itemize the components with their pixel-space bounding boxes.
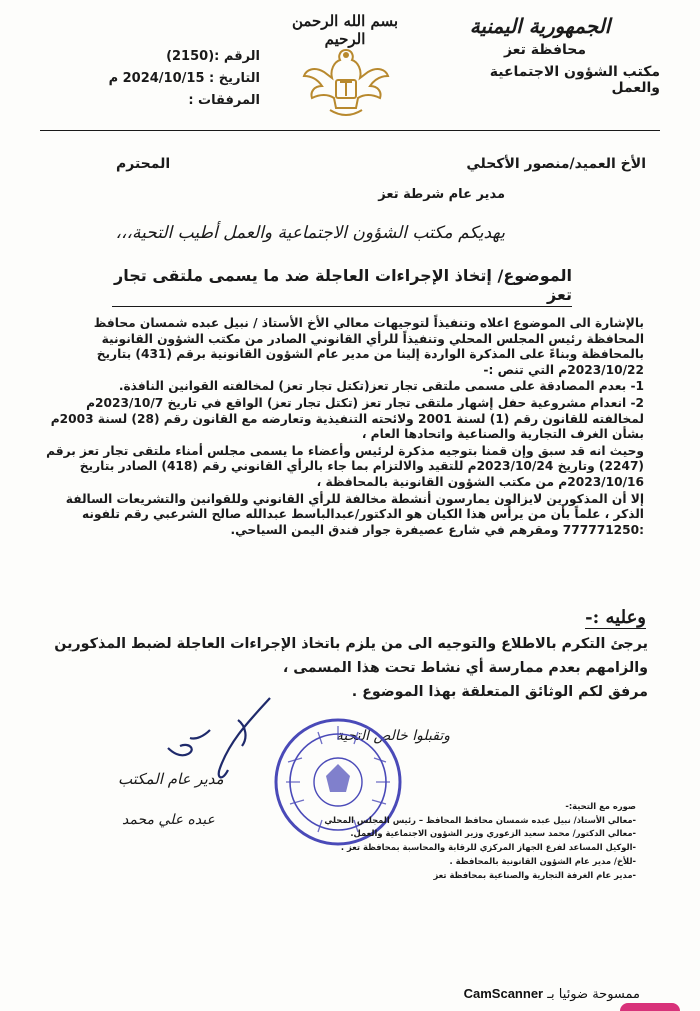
state-name: الجمهورية اليمنية xyxy=(469,14,611,38)
camscanner-brand: CamScanner xyxy=(463,986,544,1001)
body-paragraph: إلا أن المذكورين لايزالون يمارسون أنشطة مخالفة للرأي القانوني وللقوانين والتشريعات السالفة الذكر ، علماً بأن من يرأس هذا الكيان هو الدكتور/عبدالباسط عبدالله صالح الشرعبي رقم تلفونه :777771250 ومقرهم في شارع عصيفرة جوار فندق اليمن السياحي. xyxy=(65,491,644,537)
reference-attachments: المرفقات : xyxy=(188,93,260,108)
governorate-name: محافظة تعز xyxy=(503,42,587,58)
letterhead-right xyxy=(440,14,660,96)
reference-number: الرقم :(2150) xyxy=(166,49,260,64)
copies-heading: صوره مع التحية:- xyxy=(565,801,636,811)
copies-item: -معالي الدكتور/ محمد سعيد الزعوري وزير الشؤون الاجتماعية والعمل. xyxy=(350,828,636,839)
copies-list xyxy=(324,800,636,882)
scan-watermark xyxy=(464,986,640,1002)
body-paragraph: بالإشارة الى الموضوع اعلاه وتنفيذاً لتوجيهات معالي الأخ الأستاذ / نبيل عبده شمسان محافظ المحافظة رئيس المجلس المحلي وتنفيذاً للرأي القانوني الصادر من مكتب الشؤون القانونية بالمحافظة وبناءً على المذكرة الواردة إلينا من مدير عام الشؤون القانونية برقم (431) بتاريخ 2023/10/22م التي تنص :- xyxy=(93,316,644,377)
scan-label: ممسوحة ضوئيا بـ xyxy=(547,987,640,1002)
letter-body xyxy=(44,316,644,539)
signer-name: عبده علي محمد xyxy=(122,812,215,828)
copies-item: -معالي الأستاذ/ نبيل عبده شمسان محافظ المحافظ – رئيس المجلس المحلي xyxy=(324,814,636,825)
subject-line: الموضوع/ إتخاذ الإجراءات العاجلة ضد ما يسمى ملتقى تجار تعز xyxy=(112,266,572,307)
office-name: مكتب الشؤون الاجتماعية والعمل xyxy=(489,64,660,96)
closing-paragraph: مرفق لكم الوثائق المتعلقة بهذا الموضوع . xyxy=(351,684,648,700)
body-paragraph: 1- بعدم المصادقة على مسمى ملتقى تجار تعز(تكتل تجار تعز) لمخالفته القوانين النافذة. xyxy=(118,379,644,394)
body-paragraph: 2- انعدام مشروعية حفل إشهار ملتقى تجار تعز (تكتل تجار تعز) الواقع في تاريخ 2023/10/7م لمخالفته للقانون رقم (1) لسنة 2001 ولائحته التنفيذية وتعارضه مع القانون رقم (28) لسنة 2003م بشأن الغرف التجارية والصناعية واتحادها العام ، xyxy=(50,395,644,442)
hence-heading: وعليه :- xyxy=(585,607,646,628)
copies-item: -للأخ/ مدير عام الشؤون القانونية بالمحافظة . xyxy=(449,855,636,866)
addressee-respect: المحترم xyxy=(116,156,171,172)
camscanner-logo-icon xyxy=(620,1003,680,1011)
copies-item: -الوكيل المساعد لفرع الجهاز المركزي للرقابة والمحاسبة بمحافظة تعز . xyxy=(340,842,636,853)
greeting: يهديكم مكتب الشؤون الاجتماعية والعمل أطيب التحية،،، xyxy=(115,223,505,243)
basmala: بسم الله الرحمن الرحيم xyxy=(291,12,399,48)
acceptance-line: وتقبلوا خالص التحية xyxy=(335,728,450,744)
reference-block xyxy=(70,46,260,112)
header-divider xyxy=(40,130,660,131)
addressee-name: الأخ العميد/منصور الأكحلي xyxy=(466,156,646,172)
footer-bar xyxy=(0,1003,700,1011)
addressee-title: مدير عام شرطة تعز xyxy=(378,187,505,202)
copies-item: -مدير عام الغرفة التجارية والصناعية بمحافظة تعز xyxy=(433,869,636,880)
closing-paragraph: يرجئ التكرم بالاطلاع والتوجيه الى من يلزم باتخاذ الإجراءات العاجلة لضبط المذكورين والزامهم بعدم ممارسة أي نشاط تحت هذا المسمى ، xyxy=(54,636,648,676)
yemen-eagle-emblem-icon xyxy=(300,36,392,126)
reference-date: التاريخ : 2024/10/15 م xyxy=(108,71,260,86)
signer-title: مدير عام المكتب xyxy=(118,770,224,788)
body-paragraph: وحيث انه قد سبق وإن قمنا بتوجيه مذكرة لرئيس وأعضاء ما يسمى مجلس أمناء ملتقى تجار تعز برقم (2247) وتاريخ 2023/10/24م للتقيد والالتزام بما جاء بالرأي القانوني رقم (418) الصادر بتاريخ 2023/10/16م من مكتب الشؤون القانونية بالمحافظة ، xyxy=(46,443,644,489)
closing-request xyxy=(48,632,648,704)
